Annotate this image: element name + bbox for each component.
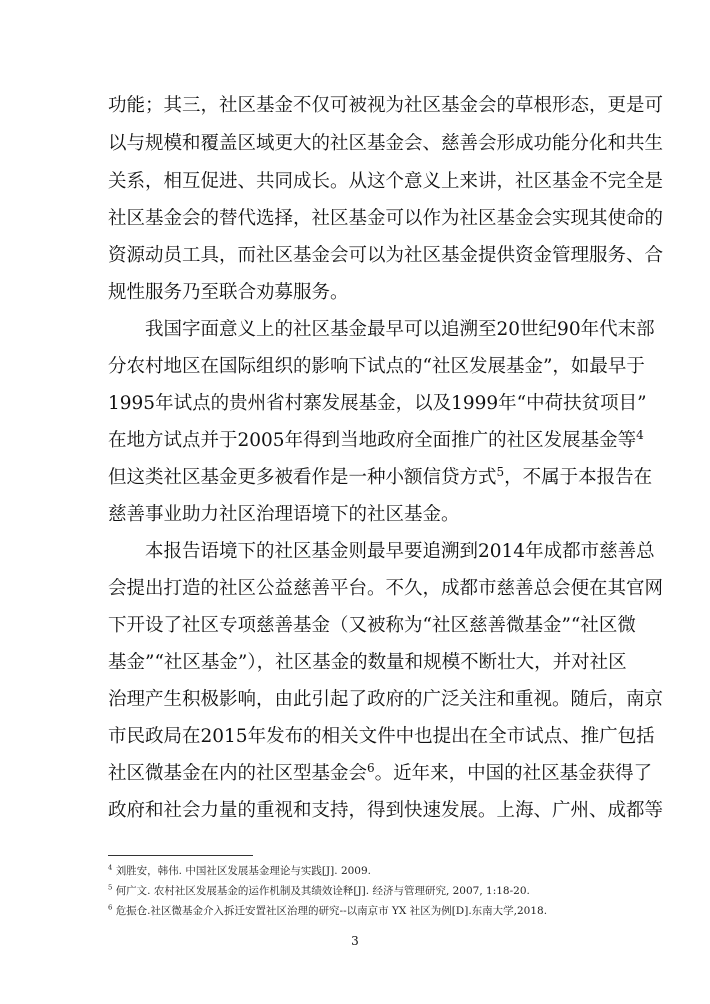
page-number: 3 <box>351 934 359 948</box>
paragraph-3-line-3: 下开设了社区专项慈善基金（又被称为“社区慈善微基金”“社区微 <box>108 615 636 636</box>
paragraph-1-line-5: 资源动员工具，而社区基金会可以为社区基金提供资金管理服务、合 <box>108 245 664 266</box>
footnote-4 <box>108 864 371 878</box>
paragraph-1-line-2: 以与规模和覆盖区域更大的社区基金会、慈善会形成功能分化和共生 <box>108 133 664 154</box>
paragraph-2-line-5 <box>108 464 653 490</box>
paragraph-3-line-7-tail: 。近年来，中国的社区基金获得了 <box>374 763 653 784</box>
paragraph-1-line-1: 功能；其三，社区基金不仅可被视为社区基金会的草根形态，更是可 <box>108 95 664 116</box>
paragraph-2-line-1: 我国字面意义上的社区基金最早可以追溯至20世纪90年代末部 <box>145 319 655 340</box>
paragraph-2-line-5-text: 但这类社区基金更多被看作是一种小额信贷方式 <box>108 467 497 488</box>
paragraph-1-line-3: 关系，相互促进、共同成长。从这个意义上来讲，社区基金不完全是 <box>108 171 664 192</box>
paragraph-2-line-6: 慈善事业助力社区治理语境下的社区基金。 <box>108 504 460 525</box>
footnote-5 <box>108 884 530 898</box>
paragraph-1-line-6: 规性服务乃至联合劝募服务。 <box>108 282 349 303</box>
paragraph-3-line-2: 会提出打造的社区公益慈善平台。不久，成都市慈善总会便在其官网 <box>108 578 664 599</box>
footnote-4-text: 刘胜安，韩伟. 中国社区发展基金理论与实践[J]. 2009. <box>115 865 371 877</box>
paragraph-1-line-4: 社区基金会的替代选择，社区基金可以作为社区基金会实现其使命的 <box>108 208 664 229</box>
paragraph-2-line-4-text: 在地方试点并于2005年得到当地政府全面推广的社区发展基金等 <box>108 430 637 451</box>
paragraph-3-line-7 <box>108 760 653 786</box>
footnote-divider <box>108 855 253 856</box>
footnote-mark-4: 4 <box>108 863 113 872</box>
paragraph-2-line-4 <box>108 427 644 453</box>
paragraph-3-line-7-text: 社区微基金在内的社区型基金会 <box>108 763 368 784</box>
paragraph-3-line-1: 本报告语境下的社区基金则最早要追溯到2014年成都市慈善总 <box>145 541 655 562</box>
footnote-ref-4[interactable]: 4 <box>636 427 644 442</box>
paragraph-3-line-8: 政府和社会力量的重视和支持，得到快速发展。上海、广州、成都等 <box>108 800 664 821</box>
paragraph-2-line-2: 分农村地区在国际组织的影响下试点的“社区发展基金”，如最早于 <box>108 356 645 377</box>
paragraph-3-line-4: 基金”“社区基金”），社区基金的数量和规模不断壮大，并对社区 <box>108 652 627 673</box>
footnote-ref-6[interactable]: 6 <box>367 760 375 775</box>
paragraph-3-line-5: 治理产生积极影响，由此引起了政府的广泛关注和重视。随后，南京 <box>108 689 664 710</box>
footnote-mark-6: 6 <box>108 903 113 912</box>
footnote-mark-5: 5 <box>108 883 113 892</box>
footnote-5-text: 何广文. 农村社区发展基金的运作机制及其绩效诠释[J]. 经济与管理研究, 2007, 1:18-20. <box>115 885 530 897</box>
footnote-ref-5[interactable]: 5 <box>496 464 505 479</box>
footnote-6-text: 危振仓.社区微基金介入拆迁安置社区治理的研究--以南京市 YX 社区为例[D].东南大学,2018. <box>115 905 548 917</box>
paragraph-3-line-6: 市民政局在2015年发布的相关文件中也提出在全市试点、推广包括 <box>108 726 655 747</box>
paragraph-2-line-3: 1995年试点的贵州省村寨发展基金，以及1999年“中荷扶贫项目” <box>108 393 647 414</box>
footnote-6 <box>108 904 547 918</box>
paragraph-2-line-5-tail: ，不属于本报告在 <box>504 467 653 488</box>
